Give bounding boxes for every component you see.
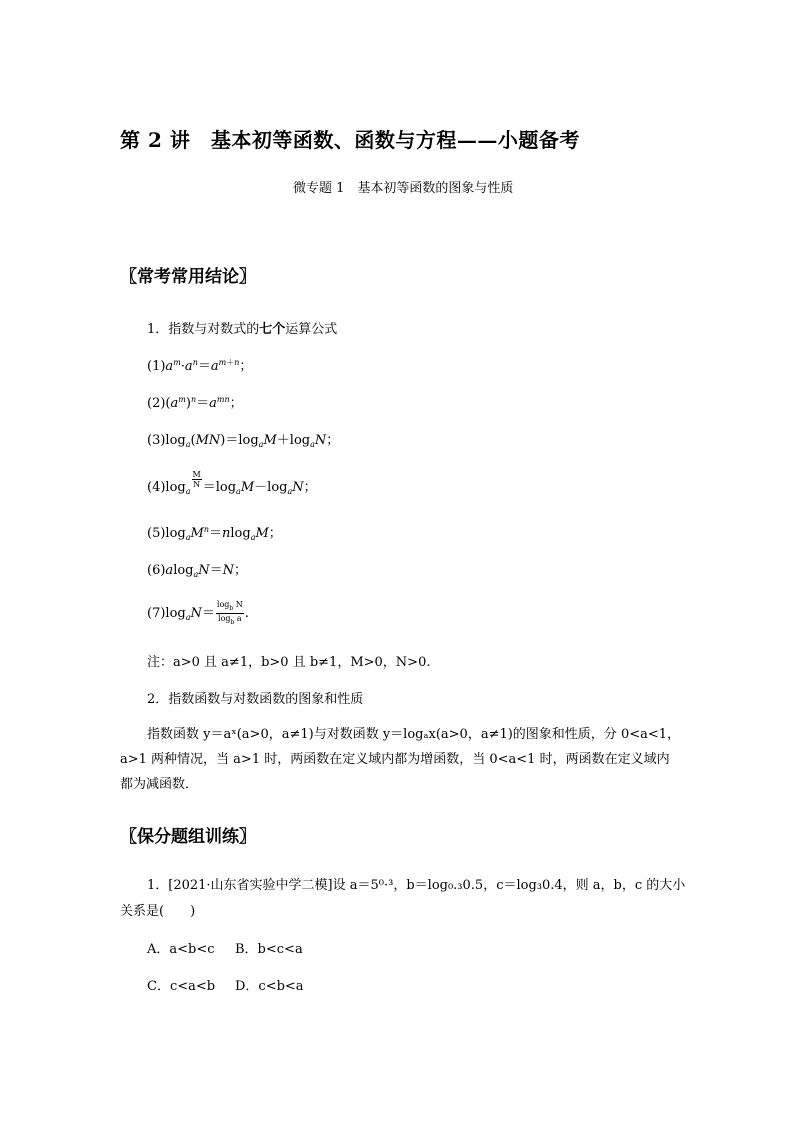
question-1-line1: 1．[2021·山东省实验中学二模]设 a＝5⁰·³，b＝log₀.₃0.5，c＝log₃0.4，则 a，b，c 的大小 (147, 878, 686, 893)
formula-3-label: (3) (147, 433, 166, 448)
formula-4-fraction: $\frac{M}{N}$ (192, 470, 201, 489)
option-d[interactable]: D．c<b<a (235, 979, 304, 994)
formula-4: $(4)\log_a$ $\frac{M}{N}$ $=\log_aM-\log_aN$； (147, 470, 317, 496)
item1-title-prefix: 1．指数与对数式的 (147, 322, 260, 337)
option-c[interactable]: C．c<a<b (147, 979, 216, 994)
formula-4-label: (4) (147, 480, 166, 495)
page-subtitle: 微专题 1 基本初等函数的图象与性质 (293, 181, 514, 196)
question-1-line2: 关系是( ) (120, 904, 196, 919)
formula-5: $(5)\log_aM^n=nlog_aM$； (147, 525, 282, 542)
option-a[interactable]: A．a<b<c (147, 942, 215, 957)
item1-title (147, 318, 337, 337)
formula-7: $(7)\log_aN=$ $\frac{\log_b N}{\log_b a}$ . (147, 600, 249, 626)
section-heading-conclusions: 〖常考常用结论〗 (120, 267, 256, 287)
item2-paragraph-line2: a>1 两种情况，当 a>1 时，两函数在定义域内都为增函数，当 0<a<1 时，两函数在定义域内 (120, 752, 670, 767)
option-b[interactable]: B．b<c<a (235, 942, 303, 957)
formula-2: $(2)(a^m)^n=a^{mn}$； (147, 395, 243, 411)
item1-title-suffix: 运算公式 (285, 322, 338, 337)
item2-paragraph-line3: 都为减函数． (120, 777, 199, 792)
formula-5-label: (5) (147, 526, 166, 541)
formula-3: $(3)\log_a(MN)=\log_aM+\log_aN$； (147, 433, 340, 449)
formula-2-label: (2) (147, 396, 166, 411)
formula-1-label: (1) (147, 359, 166, 374)
formula-6: (6)alog$_a$N＝N； (147, 563, 248, 579)
page-title: 第 2 讲 基本初等函数、函数与方程——小题备考 (120, 128, 580, 152)
formula-7-label: (7) (147, 606, 166, 621)
item1-title-bold: 七个 (259, 322, 286, 337)
formula-6-label: (6) (147, 563, 166, 578)
note: 注：a>0 且 a≠1，b>0 且 b≠1，M>0，N>0. (147, 655, 431, 670)
section-heading-training: 〖保分题组训练〗 (120, 827, 256, 847)
item2-paragraph-line1: 指数函数 y＝aˣ(a>0，a≠1)与对数函数 y＝logₐx(a>0，a≠1)的图象和性质，分 0<a<1， (147, 727, 681, 742)
formula-1: $(1)a^m\cdot a^n=a^{m+n}$； (147, 358, 253, 374)
formula-7-fraction: $\frac{\log_b N}{\log_b a}$ (216, 600, 243, 626)
item2-title: 2．指数函数与对数函数的图象和性质 (147, 692, 364, 707)
